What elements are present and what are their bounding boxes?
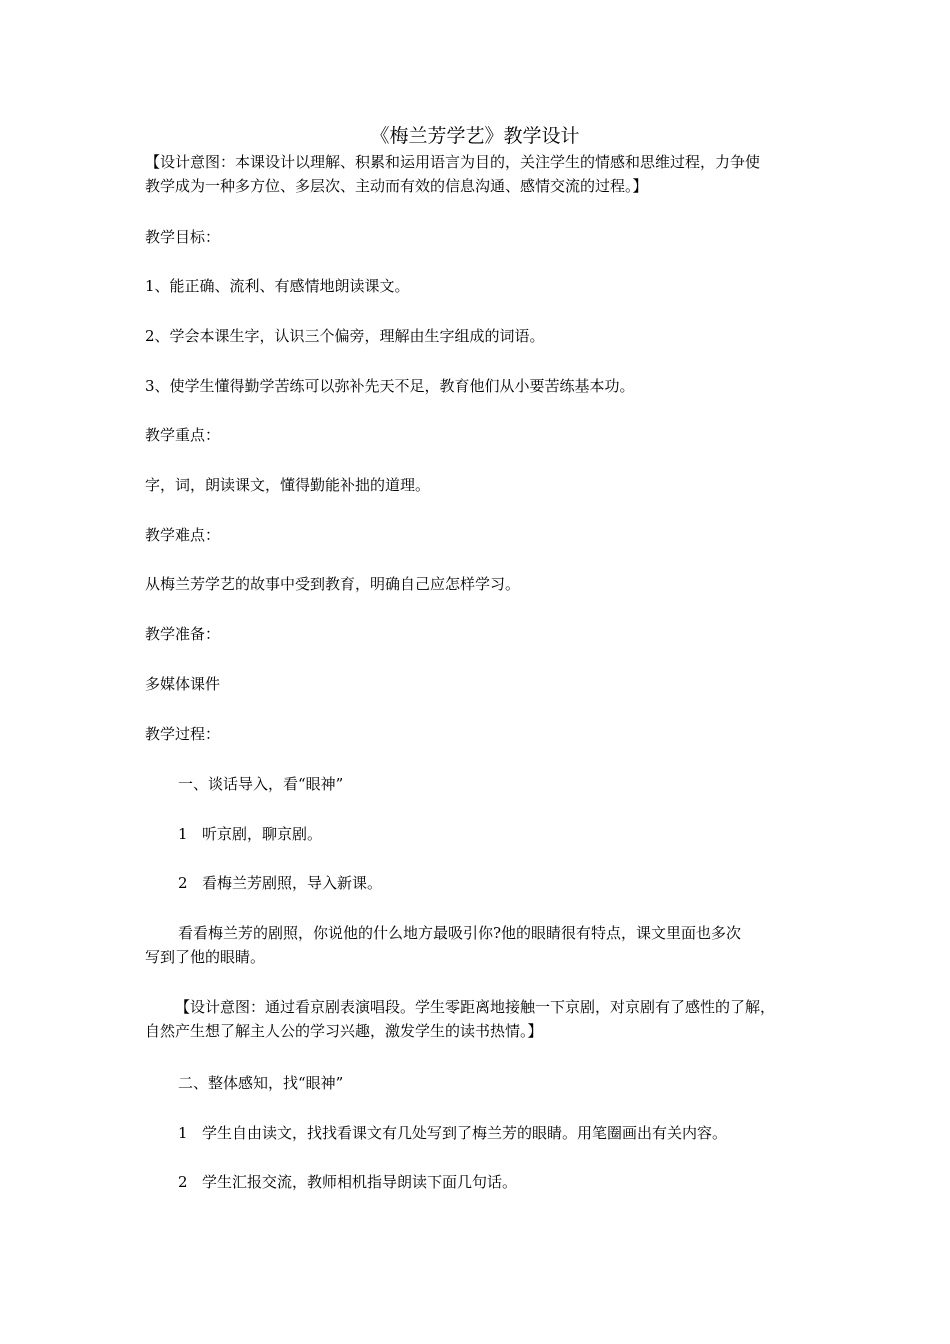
section-1-step-2: [178, 871, 382, 895]
design-intent-2-line-2: 自然产生想了解主人公的学习兴趣，激发学生的读书热情。】: [145, 1022, 543, 1040]
preparation-heading: 教学准备：: [145, 625, 221, 643]
difficulty-heading: 教学难点：: [145, 526, 221, 544]
objective-3: 3、使学生懂得勤学苦练可以弥补先天不足，教育他们从小要苦练基本功。: [145, 377, 635, 395]
section-1-paragraph: [145, 921, 813, 969]
objective-2: 2、学会本课生字，认识三个偏旁，理解由生字组成的词语。: [145, 327, 545, 345]
step-text: 学生自由读文，找找看课文有几处写到了梅兰芳的眼睛。用笔圈画出有关内容。: [202, 1124, 728, 1142]
step-number: 2: [178, 1173, 188, 1191]
process-heading: 教学过程：: [145, 725, 221, 743]
section-1-paragraph-line-2: 写到了他的眼睛。: [145, 948, 266, 966]
step-text: 学生汇报交流，教师相机指导朗读下面几句话。: [202, 1173, 518, 1191]
design-intent-1-line-2: 教学成为一种多方位、多层次、主动而有效的信息沟通、感情交流的过程。】: [145, 177, 648, 195]
preparation-text: 多媒体课件: [145, 675, 221, 693]
section-1-heading: 一、谈话导入，看“眼神”: [178, 775, 344, 793]
step-number: 1: [178, 825, 188, 843]
section-2-step-1: [178, 1121, 727, 1145]
document-title: 《梅兰芳学艺》教学设计: [370, 125, 580, 147]
design-intent-paragraph-2: [145, 995, 813, 1043]
difficulty-text: 从梅兰芳学艺的故事中受到教育，明确自己应怎样学习。: [145, 575, 521, 593]
design-intent-paragraph-1: [145, 150, 813, 198]
objective-1: 1、能正确、流利、有感情地朗读课文。: [145, 277, 410, 295]
section-1-paragraph-line-1: 看看梅兰芳的剧照，你说他的什么地方最吸引你?他的眼睛很有特点，课文里面也多次: [178, 924, 742, 942]
design-intent-1-line-1: 【设计意图：本课设计以理解、积累和运用语言为目的，关注学生的情感和思维过程，力争使: [145, 153, 761, 171]
step-text: 听京剧，聊京剧。: [202, 825, 323, 843]
step-number: 2: [178, 874, 188, 892]
objectives-heading: 教学目标：: [145, 228, 221, 246]
key-points-heading: 教学重点：: [145, 426, 221, 444]
section-1-step-1: [178, 822, 322, 846]
design-intent-2-line-1: 【设计意图：通过看京剧表演唱段。学生零距离地接触一下京剧，对京剧有了感性的了解，: [175, 998, 776, 1016]
key-points-text: 字，词，朗读课文，懂得勤能补拙的道理。: [145, 476, 431, 494]
section-2-heading: 二、整体感知，找“眼神”: [178, 1074, 344, 1092]
section-2-step-2: [178, 1170, 517, 1194]
step-text: 看梅兰芳剧照，导入新课。: [202, 874, 383, 892]
step-number: 1: [178, 1124, 188, 1142]
